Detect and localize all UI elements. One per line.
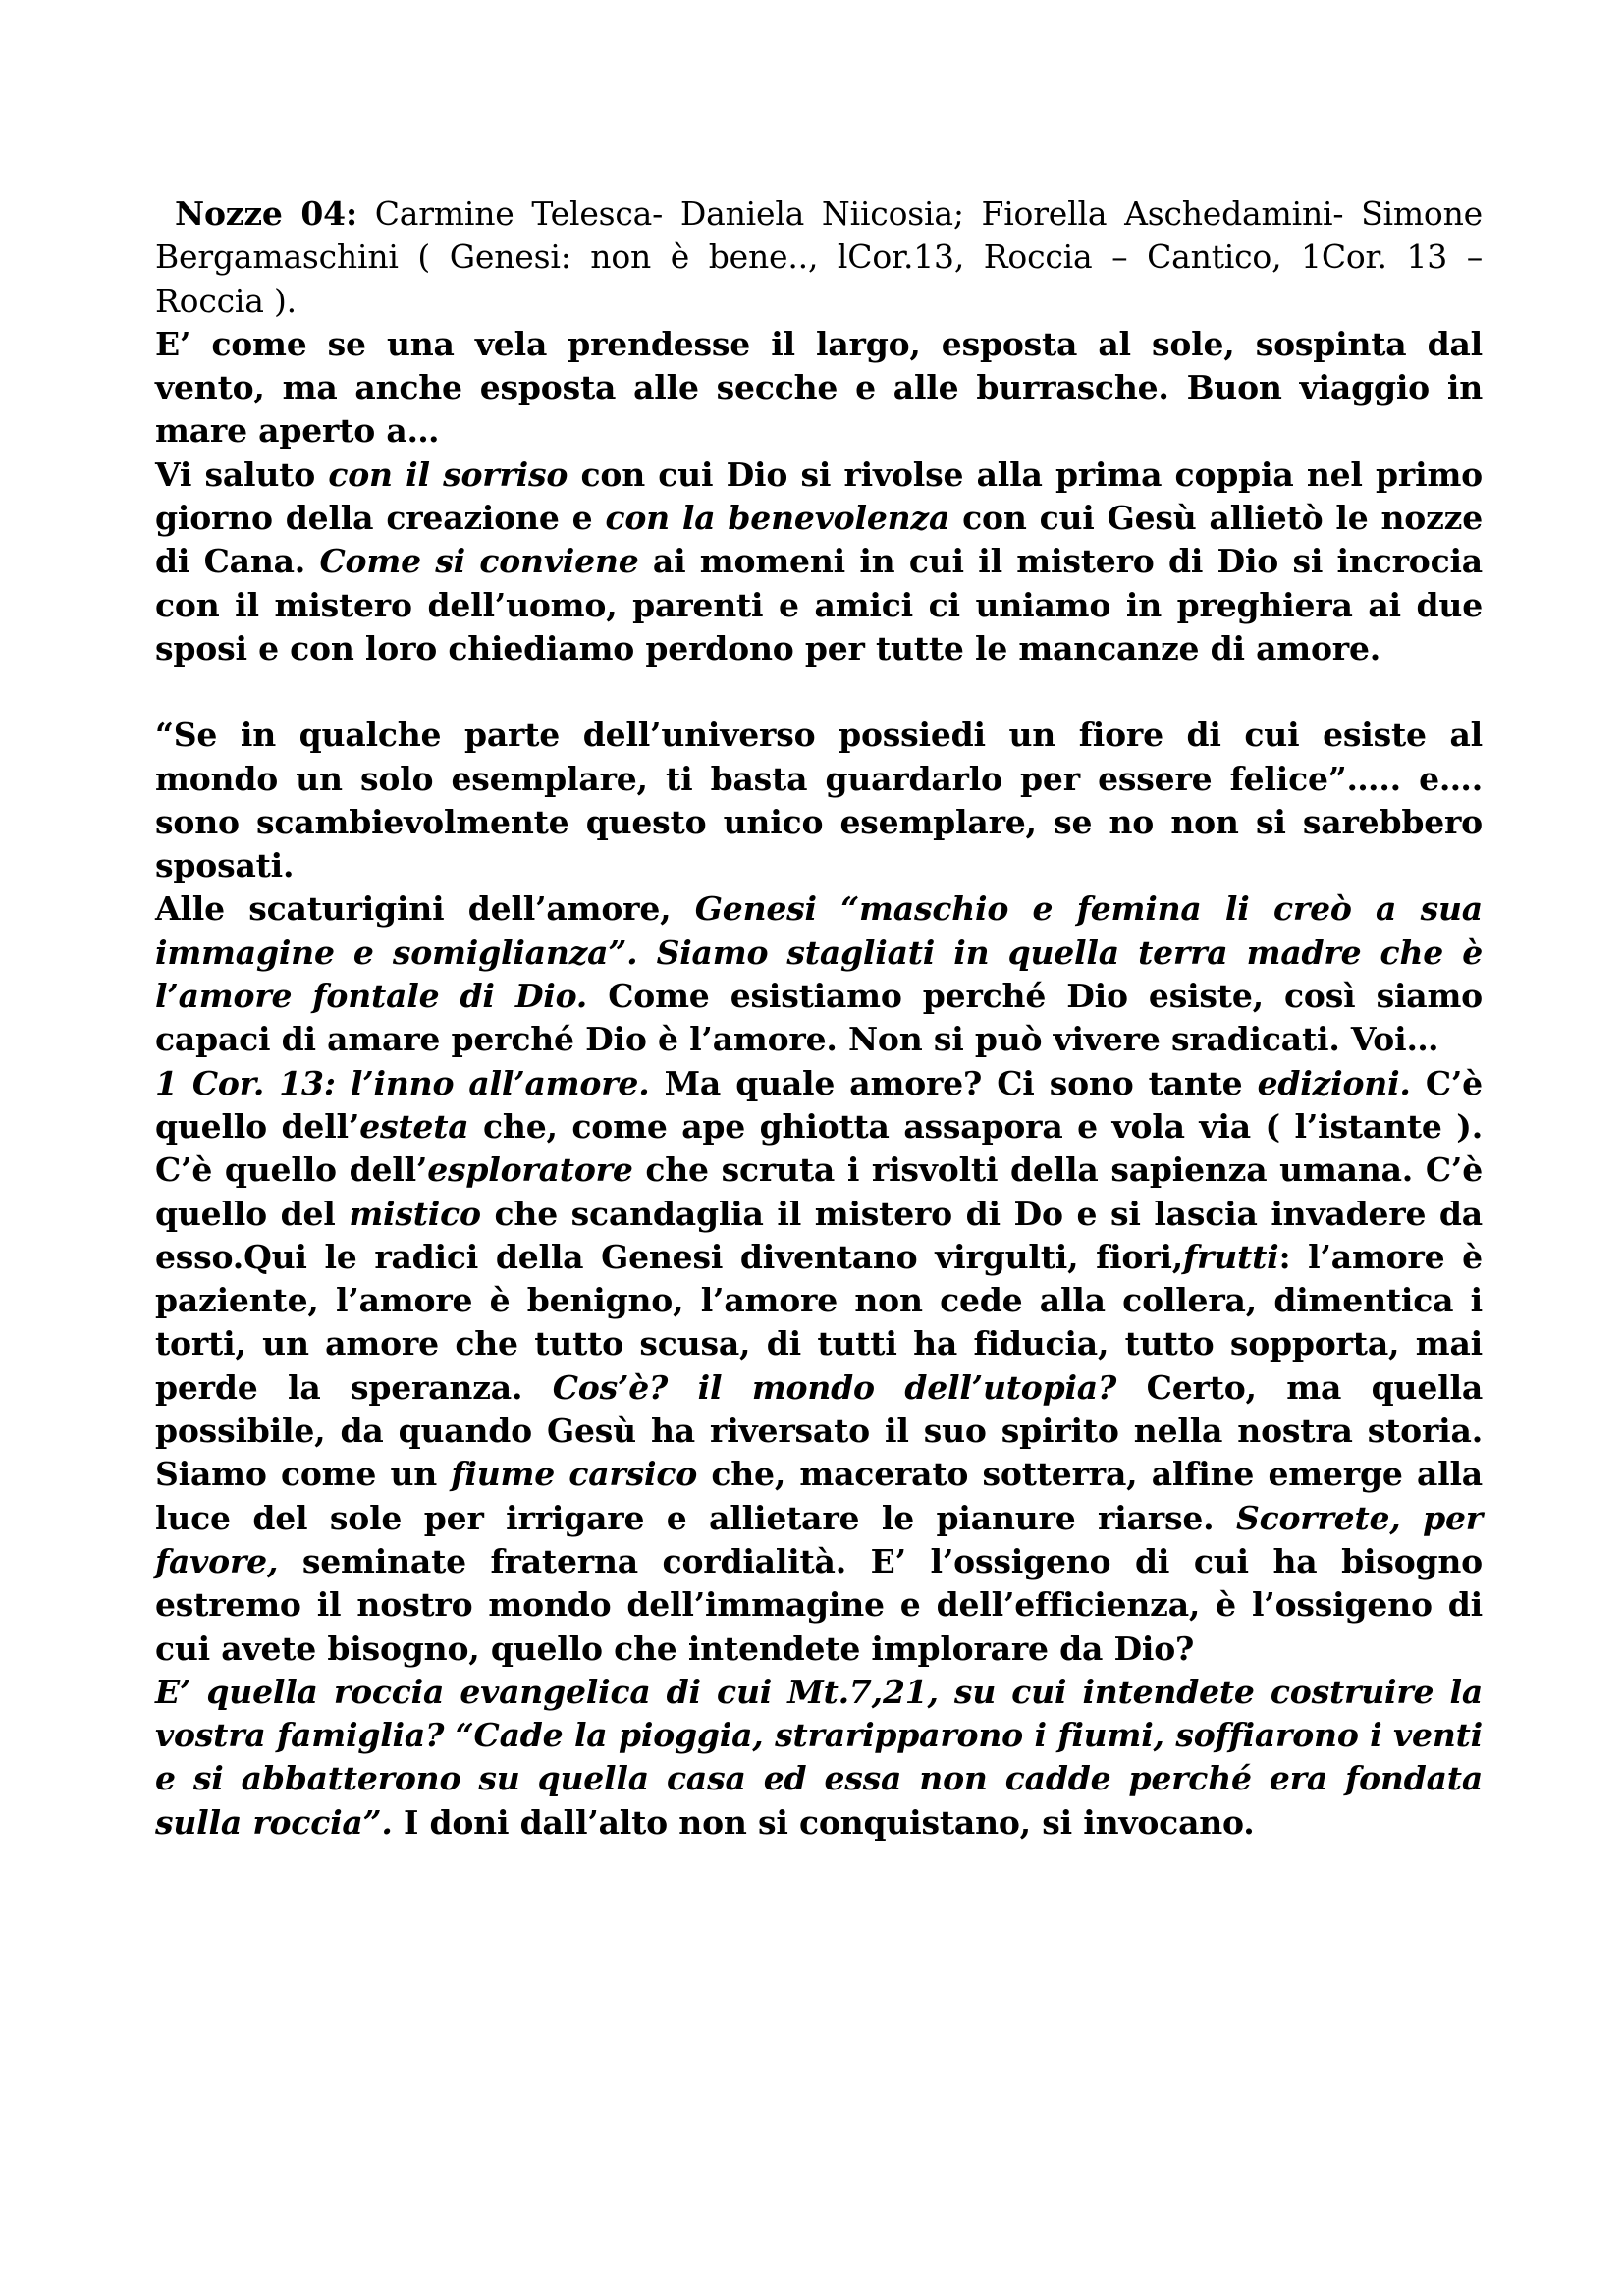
paragraph-vela: E’ come se una vela prendesse il largo, esposta al sole, sospinta dal vento, ma anche esposta alle secche e alle burrasche. Buon viaggio in mare aperto a… bbox=[155, 324, 1483, 451]
text-run: C’è quello dell’ bbox=[155, 1063, 1483, 1146]
header-paragraph bbox=[155, 192, 1483, 323]
italic-run: con la benevolenza bbox=[605, 499, 950, 538]
italic-run: mistico bbox=[349, 1194, 481, 1233]
text-run: Alle scaturigini dell’amore, bbox=[155, 889, 695, 929]
italic-run: Come si conviene bbox=[319, 542, 639, 581]
text-run: che scandaglia il mistero di Do e si lascia invadere da esso.Qui le radici della Genesi diventano virgulti, fiori, bbox=[155, 1194, 1483, 1276]
italic-run: Scorrete, per favore, bbox=[155, 1498, 1483, 1580]
italic-run: esteta bbox=[359, 1106, 469, 1146]
paragraph-saluto bbox=[155, 454, 1483, 670]
text-run: Certo, ma quella possibile, da quando Gesù ha riversato il suo spirito nella nostra storia. Siamo come un bbox=[155, 1367, 1483, 1494]
text-run: : l’amore è paziente, l’amore è benigno, l’amore non cede alla collera, dimentica i torti, un amore che tutto scusa, di tutti ha fiducia, tutto sopporta, mai perde la speranza. bbox=[155, 1237, 1483, 1407]
italic-run: fiume carsico bbox=[451, 1455, 698, 1494]
document-page bbox=[155, 192, 1483, 1844]
header-text: Carmine Telesca- Daniela Niicosia; Fiorella Aschedamini- Simone Bergamaschini ( Genesi: non è bene.., lCor.13, Roccia – Cantico, 1Cor. 13 – Roccia ). bbox=[155, 194, 1483, 320]
italic-run: Cos’è? il mondo dell’utopia? bbox=[552, 1367, 1117, 1407]
paragraph-fiore-quote: “Se in qualche parte dell’universo possiedi un fiore di cui esiste al mondo un solo esemplare, ti basta guardarlo per essere felice”….. e…. sono scambievolmente questo unico esemplare, se no non si sarebbero sposati. bbox=[155, 716, 1483, 885]
header-label: Nozze 04: bbox=[175, 194, 357, 233]
text-run: I doni dall’alto non si conquistano, si invocano. bbox=[392, 1802, 1255, 1842]
italic-run: 1 Cor. 13: l’inno all’amore. bbox=[155, 1063, 650, 1102]
text-run: Ma quale amore? Ci sono tante bbox=[649, 1063, 1258, 1102]
italic-run: esploratore bbox=[427, 1150, 633, 1190]
text-run: ai momeni in cui il mistero di Dio si incrocia con il mistero dell’uomo, parenti e amici ci uniamo in preghiera ai due sposi e con loro chiediamo perdono per tutte le mancanze di amore. bbox=[155, 542, 1483, 667]
paragraph-genesi bbox=[155, 887, 1483, 1061]
italic-run: edizioni. bbox=[1257, 1063, 1411, 1102]
paragraph-roccia bbox=[155, 1671, 1483, 1844]
text-run: che scruta i risvolti della sapienza umana. C’è quello del bbox=[155, 1150, 1483, 1233]
italic-run: con il sorriso bbox=[328, 454, 568, 494]
italic-run: frutti bbox=[1183, 1237, 1279, 1276]
paragraph-inno-amore bbox=[155, 1062, 1483, 1671]
paragraph-spacer bbox=[155, 670, 1483, 714]
text-run: seminate fraterna cordialità. E’ l’ossigeno di cui ha bisogno estremo il nostro mondo dell’immagine e dell’efficienza, è l’ossigeno di cui avete bisogno, quello che intendete implorare da Dio? bbox=[155, 1541, 1483, 1668]
italic-run: E’ quella roccia evangelica di cui Mt.7,21, su cui intendete costruire la vostra famiglia? “Cade la pioggia, straripparono i fiumi, soffiarono i venti e si abbatterono su quella casa ed essa non cadde perché era fondata sulla roccia”. bbox=[155, 1672, 1483, 1842]
text-run: con cui Dio si rivolse alla prima coppia nel primo giorno della creazione e bbox=[155, 454, 1483, 538]
text-run: Vi saluto bbox=[155, 454, 329, 494]
text-run: che, come ape ghiotta assapora e vola via ( l’istante ). C’è quello dell’ bbox=[155, 1106, 1483, 1190]
text-run: che, macerato sotterra, alfine emerge alla luce del sole per irrigare e allietare le pianure riarse. bbox=[155, 1455, 1483, 1537]
text-run: Come esistiamo perché Dio esiste, così siamo capaci di amare perché Dio è l’amore. Non si può vivere sradicati. Voi… bbox=[155, 977, 1483, 1059]
text-run: con cui Gesù allietò le nozze di Cana. bbox=[155, 499, 1483, 581]
italic-run: Genesi “maschio e femina li creò a sua immagine e somiglianza”. Siamo stagliati in quella terra madre che è l’amore fontale di Dio. bbox=[155, 889, 1483, 1016]
